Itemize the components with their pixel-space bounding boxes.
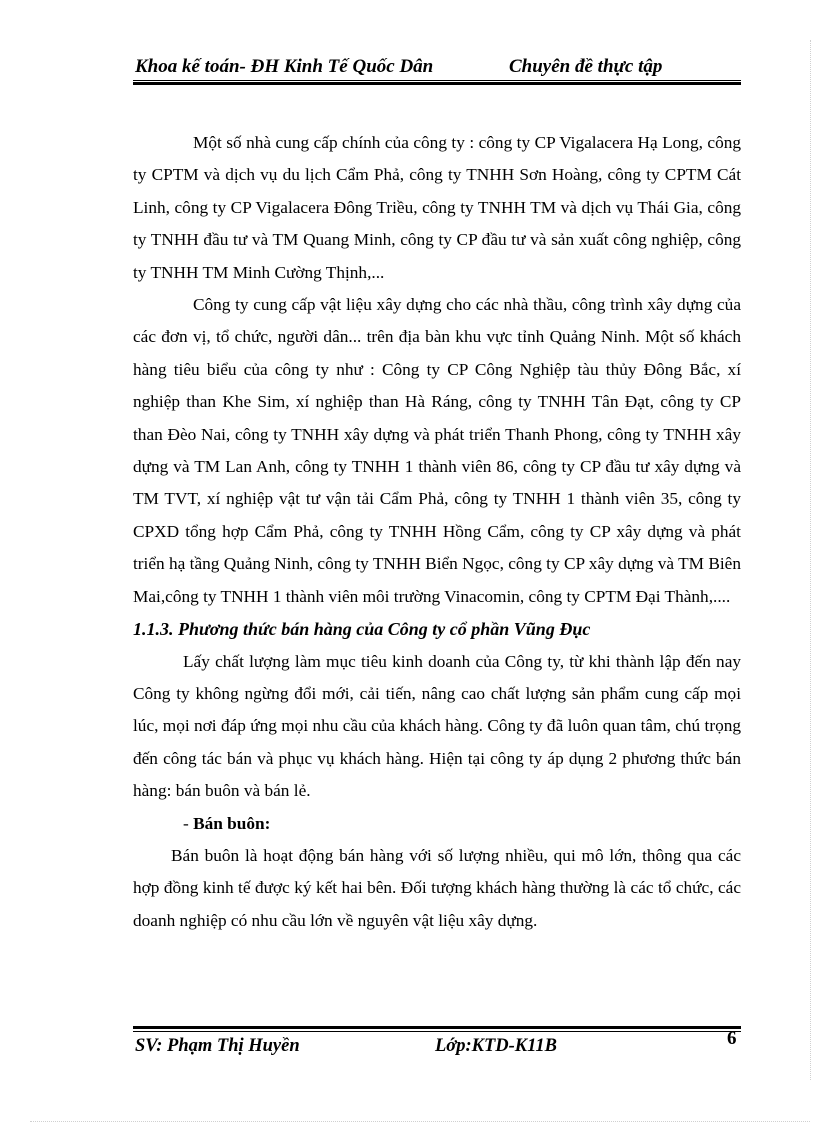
paragraph-wholesale: Bán buôn là hoạt động bán hàng với số lượng nhiều, qui mô lớn, thông qua các hợp đồng kinh tế được ký kết hai bên. Đối tượng khách hàng thường là các tổ chức, các doanh nghiệp có nhu cầu lớn về nguyên vật liệu xây dựng. [133, 845, 741, 930]
sub-heading-prefix: - [183, 813, 194, 833]
section-heading: 1.1.3. Phương thức bán hàng của Công ty cổ phần Vũng Đục [133, 619, 591, 640]
paragraph-customers: Công ty cung cấp vật liệu xây dựng cho các nhà thầu, công trình xây dựng của các đơn vị, tổ chức, người dân... trên địa bàn khu vực tỉnh Quảng Ninh. Một số khách hàng tiêu biểu của công ty như : Công ty CP Công Nghiệp tàu thủy Đông Bắc, xí nghiệp than Khe Sim, xí nghiệp than Hà Ráng, công ty TNHH Tân Đạt, công ty CP than Đèo Nai, công ty TNHH xây dựng và phát triển Thanh Phong, công ty TNHH xây dựng và TM Lan Anh, công ty TNHH 1 thành viên 86, công ty CP đầu tư xây dựng và TM TVT, xí nghiệp vật tư vận tải Cẩm Phả, công ty TNHH 1 thành viên 35, công ty CPXD tổng hợp Cẩm Phả, công ty TNHH Hồng Cẩm, công ty CP xây dựng và phát triển hạ tầng Quảng Ninh, công ty TNHH Biển Ngọc, công ty CP xây dựng và TM Biên Mai,công ty TNHH 1 thành viên môi trường Vinacomin, công ty CPTM Đại Thành,.... [133, 295, 741, 606]
page-footer [133, 1036, 741, 1062]
header-faculty: Khoa kế toán- ĐH Kinh Tế Quốc Dân [135, 56, 434, 77]
header-rule-thick [133, 82, 741, 85]
footer-rule-thick [133, 1026, 741, 1029]
paragraph-suppliers: Một số nhà cung cấp chính của công ty : công ty CP Vigalacera Hạ Long, công ty CPTM và dịch vụ du lịch Cẩm Phả, công ty TNHH Sơn Hoàng, công ty CPTM Cát Linh, công ty CP Vigalacera Đông Triều, công ty TNHH TM và dịch vụ Thái Gia, công ty TNHH đầu tư và TM Quang Minh, công ty CP đầu tư và sản xuất công nghiệp, công ty TNHH TM Minh Cường Thịnh,... [133, 133, 741, 282]
header-rule-thin [133, 80, 741, 81]
footer-student-name: SV: Phạm Thị Huyền [135, 1036, 300, 1056]
sub-heading-label: Bán buôn: [193, 813, 271, 833]
footer-rule-thin [133, 1031, 741, 1032]
footer-class: Lớp:KTD-K11B [435, 1036, 557, 1056]
page-header [133, 56, 741, 80]
paragraph-sales-methods: Lấy chất lượng làm mục tiêu kinh doanh của Công ty, từ khi thành lập đến nay Công ty không ngừng đổi mới, cải tiến, nâng cao chất lượng sản phẩm cung cấp mọi lúc, mọi nơi đáp ứng mọi nhu cầu của khách hàng. Công ty đã luôn quan tâm, chú trọng đến công tác bán và phục vụ khách hàng. Hiện tại công ty áp dụng 2 phương thức bán hàng: bán buôn và bán lẻ. [133, 651, 741, 801]
page-number: 6 [727, 1028, 737, 1049]
page-border-bottom [30, 1121, 810, 1122]
document-body [133, 127, 741, 937]
page-border-right [810, 40, 811, 1080]
header-report-title: Chuyên đề thực tập [509, 56, 663, 77]
sub-heading-wholesale [133, 808, 741, 840]
